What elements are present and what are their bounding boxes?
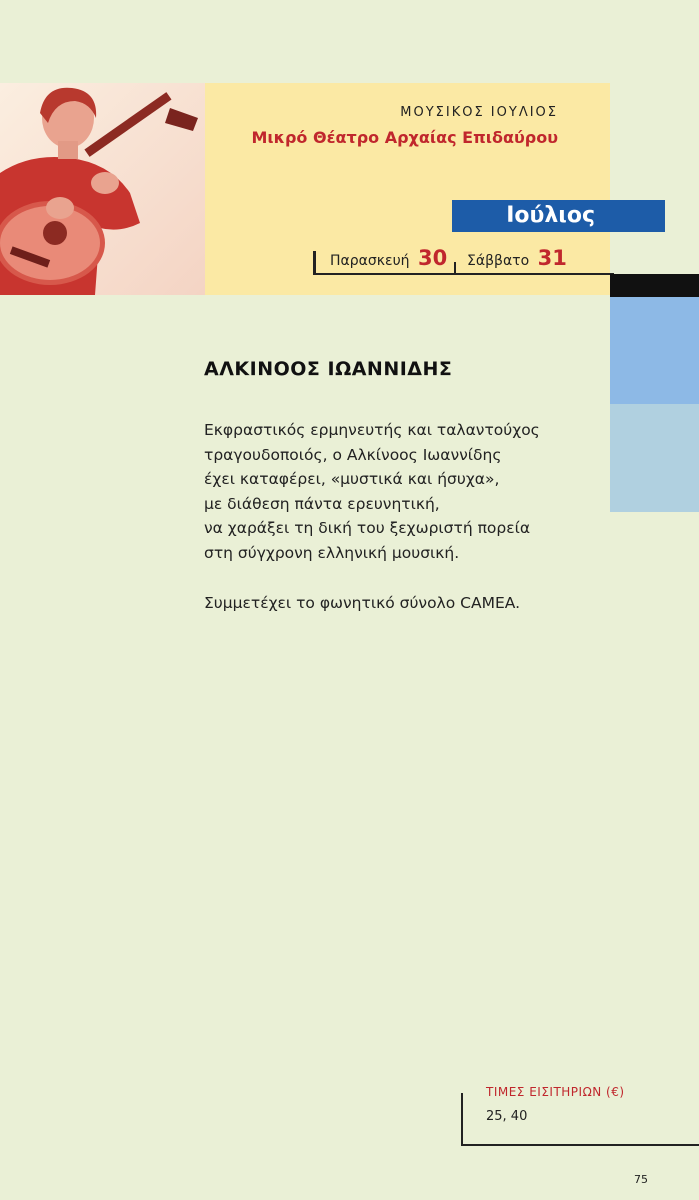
price-bracket-horizontal	[461, 1144, 699, 1146]
day-name: Σάββατο	[467, 253, 530, 269]
month-label: Ιούλιος	[506, 203, 595, 228]
day-number: 30	[418, 246, 448, 270]
day-number: 31	[537, 246, 567, 270]
date-saturday	[467, 246, 567, 270]
blue-accent-block	[610, 297, 699, 404]
description	[204, 418, 584, 565]
festival-title: ΜΟΥΣΙΚΟΣ ΙΟΥΛΙΟΣ	[400, 105, 558, 120]
date-underline	[315, 273, 614, 275]
ensemble-note: Συμμετέχει το φωνητικό σύνολο CAMEA.	[204, 594, 520, 612]
light-blue-accent-block	[610, 404, 699, 512]
artist-name: ΑΛΚΙΝΟΟΣ ΙΩΑΝΝΙΔΗΣ	[204, 358, 453, 380]
guitarist-illustration	[0, 83, 205, 295]
description-line: Εκφραστικός ερμηνευτής και ταλαντούχος	[204, 421, 540, 439]
day-name: Παρασκευή	[330, 253, 410, 269]
description-line: στη σύγχρονη ελληνική μουσική.	[204, 543, 460, 562]
description-line: έχει καταφέρει, «μυστικά και ήσυχα»,	[204, 470, 500, 488]
date-friday	[330, 246, 447, 270]
artist-photo	[0, 83, 205, 295]
description-line: με διάθεση πάντα ερευνητική,	[204, 494, 440, 513]
date-divider	[313, 251, 316, 275]
price-bracket-vertical	[461, 1093, 463, 1146]
prices-label: ΤΙΜΕΣ ΕΙΣΙΤΗΡΙΩΝ (€)	[486, 1085, 625, 1099]
description-line: τραγουδοποιός, ο Αλκίνοος Ιωαννίδης	[204, 445, 502, 464]
description-line: να χαράξει τη δική του ξεχωριστή πορεία	[204, 519, 531, 537]
venue-title: Μικρό Θέατρο Αρχαίας Επιδαύρου	[251, 128, 558, 147]
page-number: 75	[634, 1173, 648, 1186]
month-banner	[452, 200, 665, 232]
black-accent-bar	[610, 274, 699, 297]
prices-values: 25, 40	[486, 1109, 528, 1124]
